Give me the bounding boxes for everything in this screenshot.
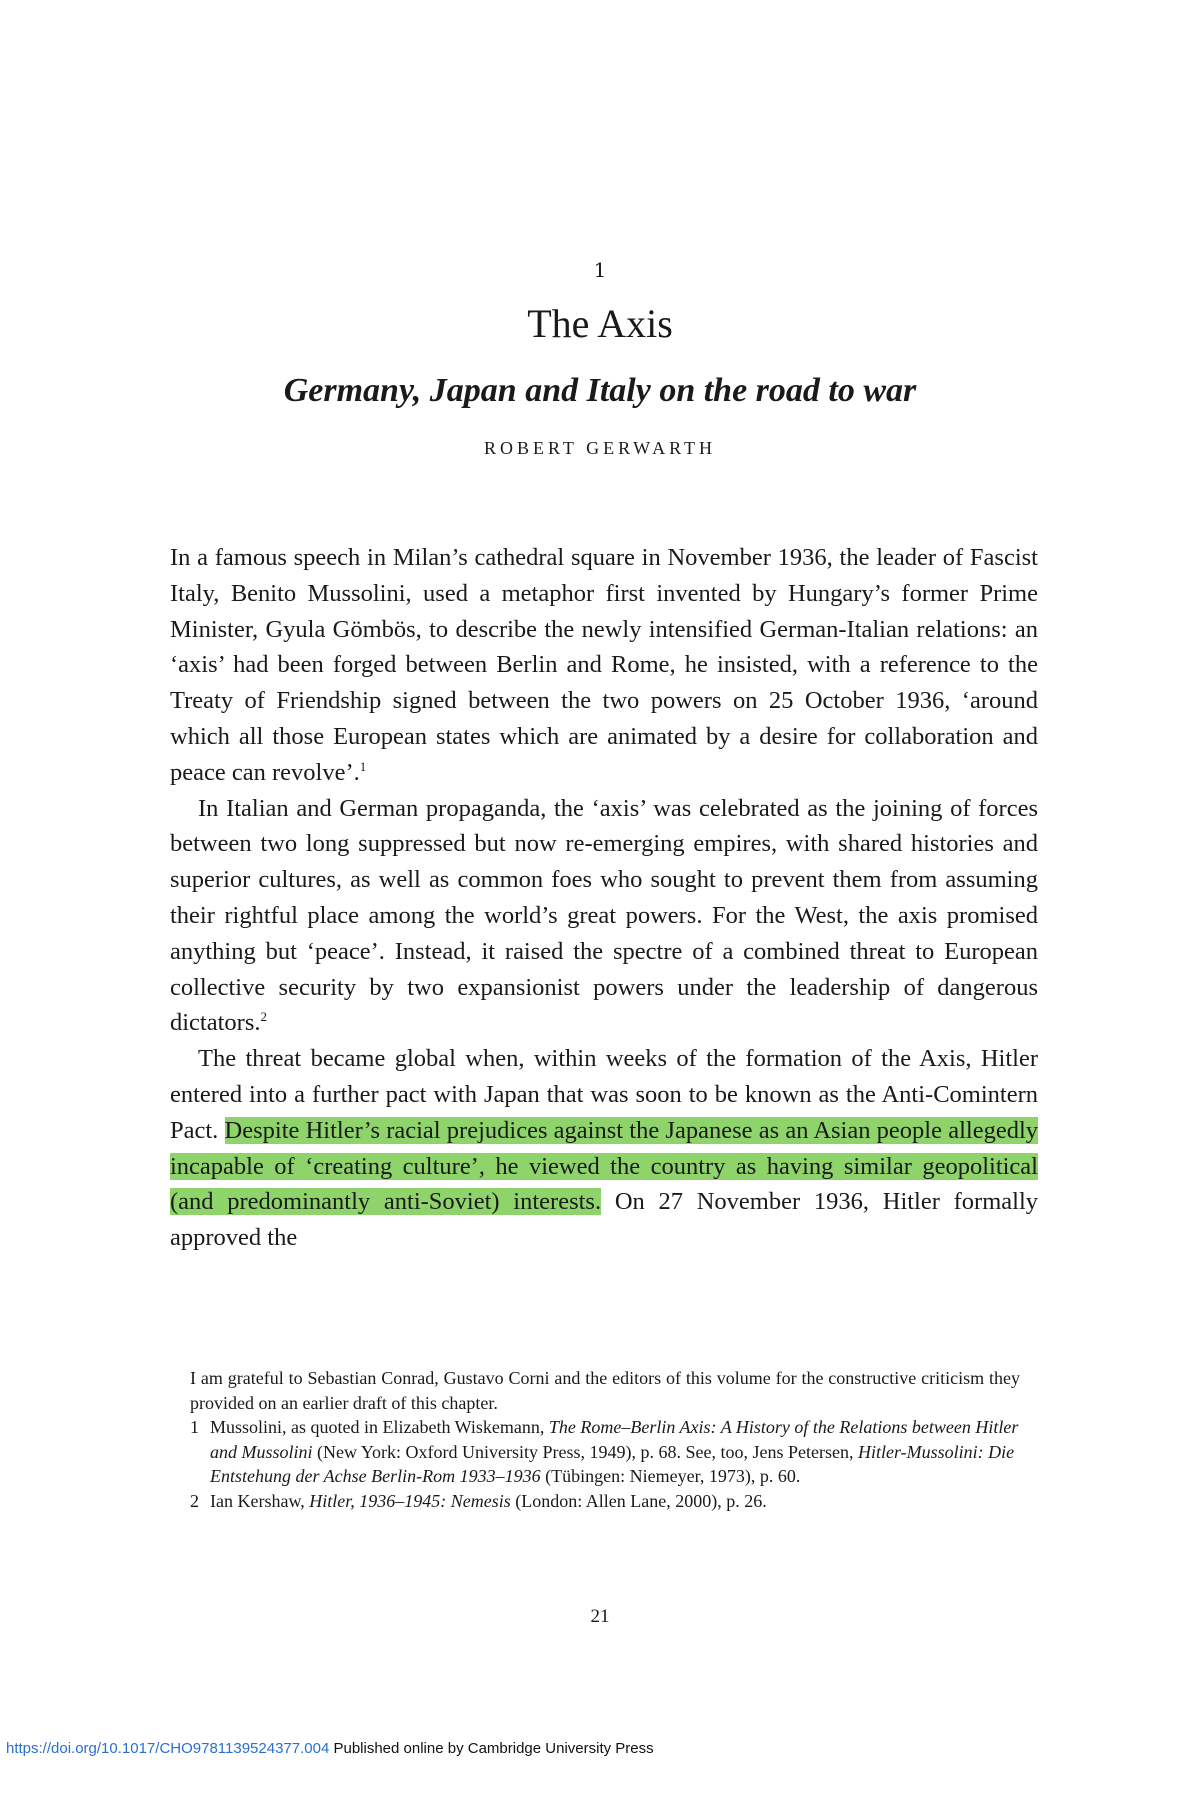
body-text [170,540,1038,1256]
paragraph-3 [170,1041,1038,1256]
chapter-author: ROBERT GERWARTH [483,438,717,458]
footnote-2 [190,1489,1020,1514]
doi-link[interactable]: https://doi.org/10.1017/CHO9781139524377.004 [6,1740,330,1757]
paragraph-2 [170,791,1038,1042]
publisher-note: Published online by Cambridge University Press [333,1740,654,1757]
footnote-2-number: 2 [190,1490,199,1511]
doi-footer [6,1740,654,1757]
footnote-2-text-b: (London: Allen Lane, 2000), p. 26. [510,1490,767,1511]
page-number: 21 [590,1606,610,1627]
paragraph-2-text: In Italian and German propaganda, the ‘axis’ was celebrated as the joining of forces between two long suppressed but now re-emerging empires, with shared histories and superior cultures, as well as common foes who sought to prevent them from assuming their rightful place among the world’s great powers. For the West, the axis promised anything but ‘peace’. Instead, it raised the spectre of a combined threat to European collective security by two expansionist powers under the leadership of dangerous dictators. [170,794,1038,1037]
footnote-ref-2[interactable]: 2 [260,1009,267,1025]
footnote-1-text-a: Mussolini, as quoted in Elizabeth Wiskemann, [210,1417,549,1437]
highlighted-passage[interactable]: Despite Hitler’s racial prejudices against the Japanese as an Asian people allegedly incapable of ‘creating culture’, he viewed the country as having similar geopolitical (and predominantly anti-Soviet) interests. [170,1116,1038,1216]
footnote-1-number: 1 [190,1417,199,1437]
paragraph-3-text-after: On 27 November 1936, Hitler formally approved the [170,1188,1038,1252]
footnote-1-book-title-a: The Rome–Berlin Axis: A History of the Relations between Hitler and Mussolini [210,1417,1019,1462]
footnote-1-text-c: (Tübingen: Niemeyer, 1973), p. 60. [540,1466,801,1486]
footnote-1 [190,1415,1020,1489]
paragraph-3-text-before: The threat became global when, within weeks of the formation of the Axis, Hitler entered into a further pact with Japan that was soon to be known as the Anti-Comintern Pact. [170,1045,1038,1144]
footnote-1-book-title-b: Hitler-Mussolini: Die Entstehung der Achse Berlin-Rom 1933–1936 [210,1441,1015,1486]
chapter-number: 1 [593,258,607,282]
footnote-2-text-a: Ian Kershaw, [210,1490,310,1511]
footnotes [190,1366,1020,1513]
footnote-acknowledgement: I am grateful to Sebastian Conrad, Gustavo Corni and the editors of this volume for the constructive criticism they provided on an earlier draft of this chapter. [190,1368,1020,1413]
chapter-title: The Axis [527,301,673,346]
paragraph-1-text: In a famous speech in Milan’s cathedral square in November 1936, the leader of Fascist Italy, Benito Mussolini, used a metaphor first invented by Hungary’s former Prime Minister, Gyula Gömbös, to describe the newly intensified German-Italian relations: an ‘axis’ had been forged between Berlin and Rome, he insisted, with a reference to the Treaty of Friendship signed between the two powers on 25 October 1936, ‘around which all those European states which are animated by a desire for collaboration and peace can revolve’. [170,544,1038,786]
footnote-1-text-b: (New York: Oxford University Press, 1949), p. 68. See, too, Jens Petersen, [312,1441,858,1462]
chapter-subtitle: Germany, Japan and Italy on the road to war [283,372,917,409]
footnote-2-book-title: Hitler, 1936–1945: Nemesis [309,1490,511,1511]
paragraph-1 [170,540,1038,791]
footnote-ref-1[interactable]: 1 [359,758,367,774]
